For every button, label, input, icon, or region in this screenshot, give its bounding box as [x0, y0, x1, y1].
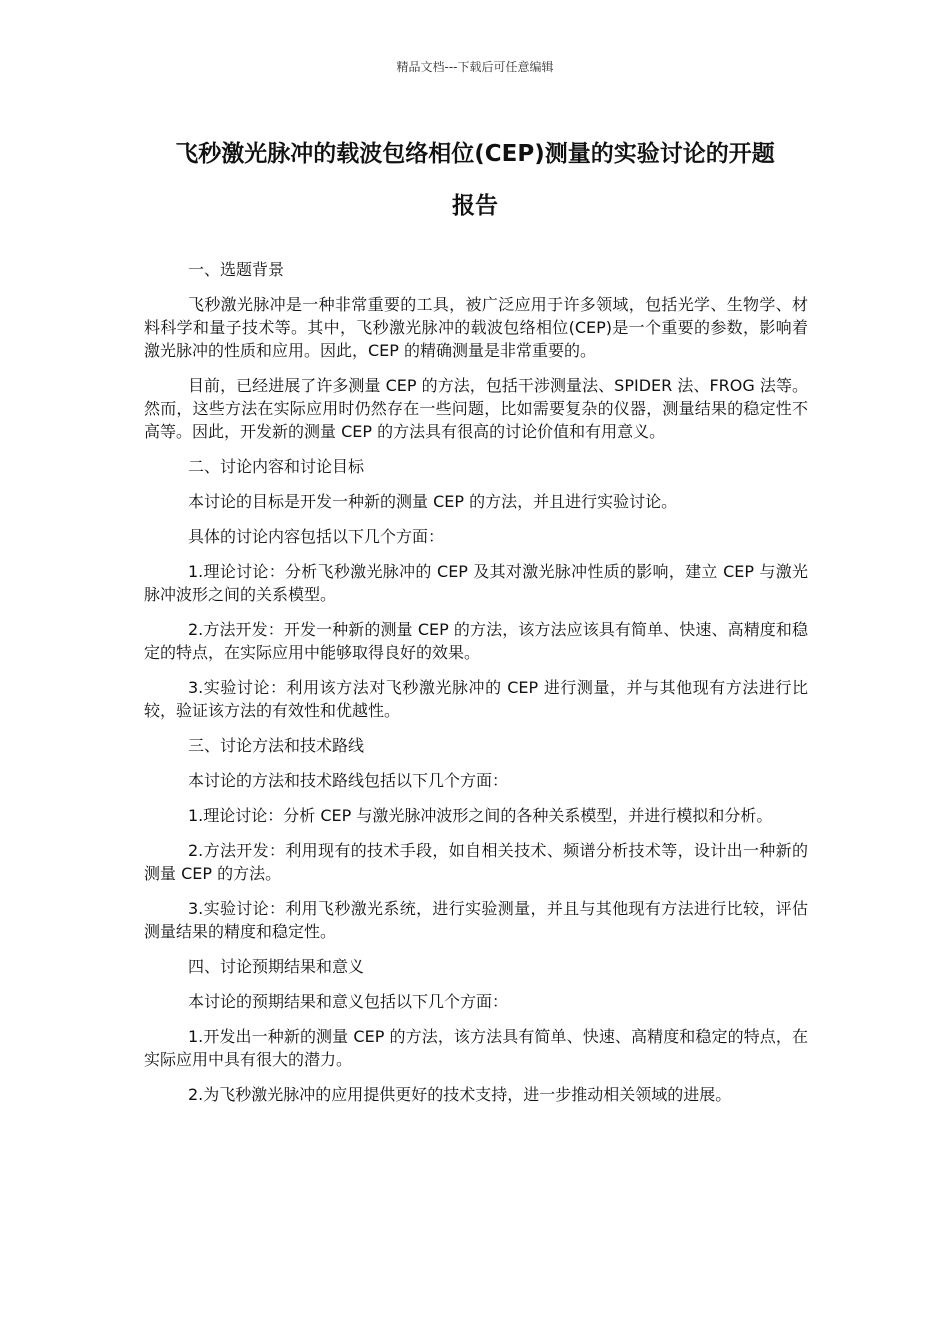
list-item: 3.实验讨论：利用飞秒激光系统，进行实验测量，并且与其他现有方法进行比较，评估测量结果的精度和稳定性。	[144, 899, 808, 941]
paragraph: 本讨论的目标是开发一种新的测量 CEP 的方法，并且进行实验讨论。	[188, 492, 678, 511]
list-item: 3.实验讨论：利用该方法对飞秒激光脉冲的 CEP 进行测量，并与其他现有方法进行比较，验证该方法的有效性和优越性。	[144, 678, 808, 720]
document-body	[144, 258, 808, 1118]
section-heading-content-goals: 二、讨论内容和讨论目标	[188, 457, 365, 476]
list-item: 2.方法开发：开发一种新的测量 CEP 的方法，该方法应该具有简单、快速、高精度和稳定的特点，在实际应用中能够取得良好的效果。	[144, 620, 808, 662]
document-title	[130, 128, 820, 232]
list-item: 1.开发出一种新的测量 CEP 的方法，该方法具有简单、快速、高精度和稳定的特点，在实际应用中具有很大的潜力。	[144, 1027, 808, 1069]
list-item: 2.为飞秒激光脉冲的应用提供更好的技术支持，进一步推动相关领域的进展。	[188, 1085, 732, 1104]
paragraph: 具体的讨论内容包括以下几个方面：	[188, 527, 445, 546]
list-item: 2.方法开发：利用现有的技术手段，如自相关技术、频谱分析技术等，设计出一种新的测量 CEP 的方法。	[144, 841, 808, 883]
list-item: 1.理论讨论：分析飞秒激光脉冲的 CEP 及其对激光脉冲性质的影响，建立 CEP 与激光脉冲波形之间的关系模型。	[144, 562, 808, 604]
section-heading-expected-results: 四、讨论预期结果和意义	[188, 957, 365, 976]
paragraph: 本讨论的方法和技术路线包括以下几个方面：	[188, 771, 509, 790]
paragraph: 飞秒激光脉冲是一种非常重要的工具，被广泛应用于许多领域，包括光学、生物学、材料科学和量子技术等。其中，飞秒激光脉冲的载波包络相位(CEP)是一个重要的参数，影响着激光脉冲的性质和应用。因此，CEP 的精确测量是非常重要的。	[144, 295, 808, 360]
list-item: 1.理论讨论：分析 CEP 与激光脉冲波形之间的各种关系模型，并进行模拟和分析。	[188, 806, 773, 825]
title-line-1: 飞秒激光脉冲的载波包络相位(CEP)测量的实验讨论的开题	[175, 141, 775, 167]
paragraph: 本讨论的预期结果和意义包括以下几个方面：	[188, 992, 509, 1011]
paragraph: 目前，已经进展了许多测量 CEP 的方法，包括干涉测量法、SPIDER 法、FROG 法等。然而，这些方法在实际应用时仍然存在一些问题，比如需要复杂的仪器，测量结果的稳定性不高等。因此，开发新的测量 CEP 的方法具有很高的讨论价值和有用意义。	[144, 376, 808, 441]
section-heading-methods: 三、讨论方法和技术路线	[188, 736, 365, 755]
section-heading-background: 一、选题背景	[188, 260, 285, 279]
page-header: 精品文档---下载后可任意编辑	[396, 60, 554, 74]
title-line-2: 报告	[452, 193, 498, 219]
